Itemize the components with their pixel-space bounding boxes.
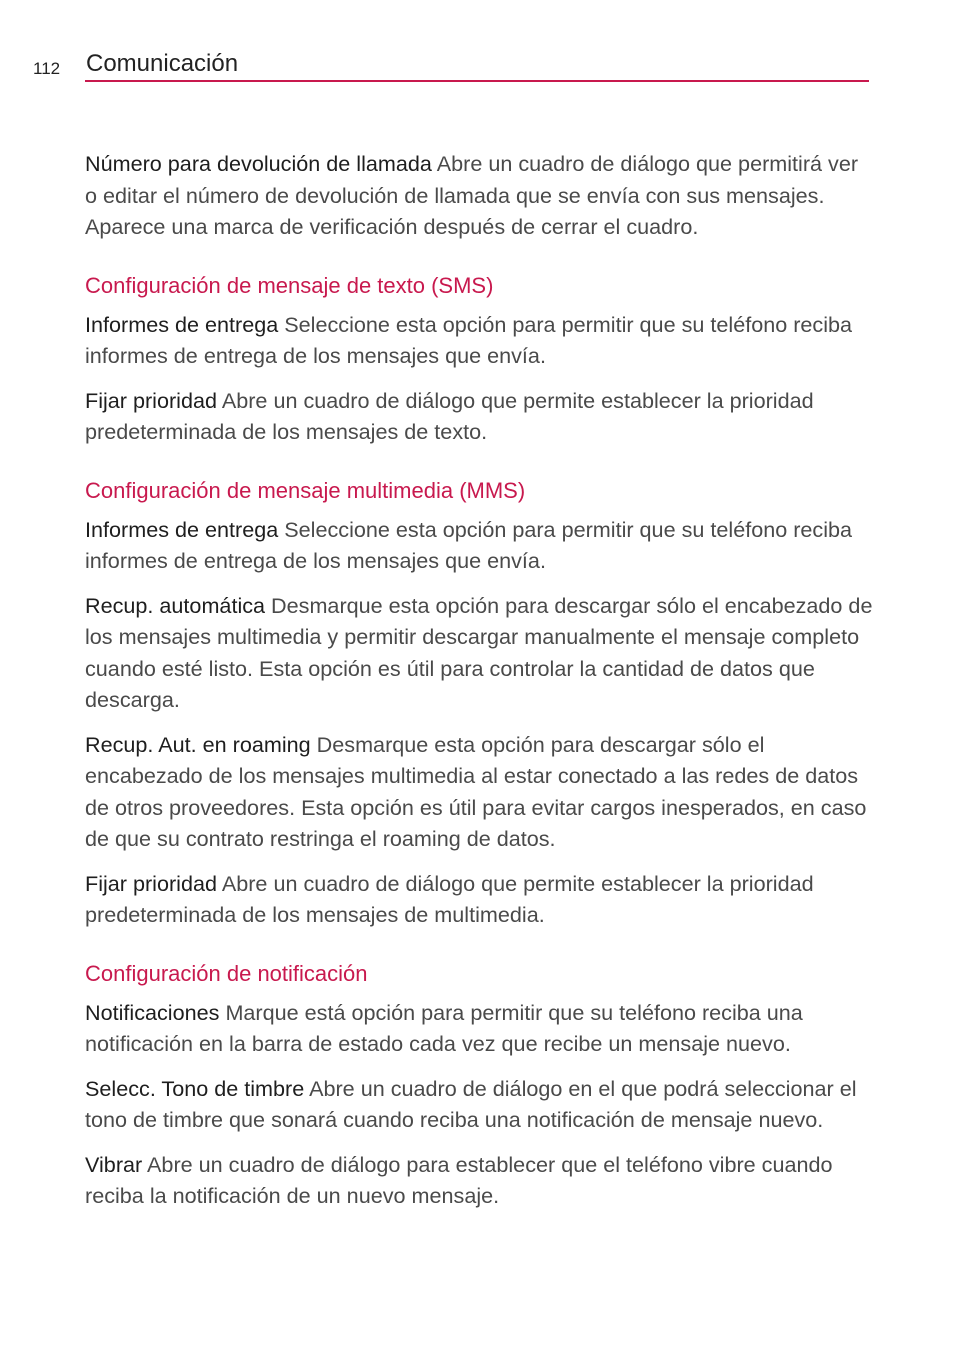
term-label: Vibrar <box>85 1151 143 1177</box>
notification-paragraph <box>85 1149 875 1212</box>
term-description: Marque está opción para permitir que su teléfono reciba una notificación en la barra de estado cada vez que recibe un mensaje nuevo. <box>85 999 803 1056</box>
term-label: Selecc. Tono de timbre <box>85 1075 305 1101</box>
mms-paragraph <box>85 514 875 577</box>
intro-paragraph <box>85 148 875 243</box>
mms-paragraph <box>85 868 875 931</box>
term-description: Desmarque esta opción para descargar sólo el encabezado de los mensajes multimedia y permitir descargar manualmente el mensaje completo cuando esté listo. Esta opción es útil para controlar la cantidad de datos que descarga. <box>85 592 873 712</box>
section-heading-mms: Configuración de mensaje multimedia (MMS) <box>85 477 526 503</box>
term-description: Seleccione esta opción para permitir que su teléfono reciba informes de entrega de los mensajes que envía. <box>85 516 853 573</box>
term-label: Número para devolución de llamada <box>85 151 432 176</box>
page-content <box>85 148 875 1225</box>
term-description: Abre un cuadro de diálogo que permite establecer la prioridad predeterminada de los mensajes de multimedia. <box>85 870 814 927</box>
term-label: Recup. automática <box>85 592 266 618</box>
mms-paragraph <box>85 729 875 855</box>
term-label: Fijar prioridad <box>85 387 218 413</box>
term-description: Seleccione esta opción para permitir que su teléfono reciba informes de entrega de los mensajes que envía. <box>85 311 853 368</box>
page-number: 112 <box>33 59 61 78</box>
mms-paragraph <box>85 590 875 716</box>
notification-paragraph <box>85 997 875 1060</box>
section-title: Comunicación <box>86 50 239 77</box>
term-description: Abre un cuadro de diálogo en el que podrá seleccionar el tono de timbre que sonará cuando reciba una notificación de mensaje nuevo. <box>85 1075 857 1132</box>
sms-paragraph <box>85 385 875 448</box>
term-label: Informes de entrega <box>85 311 279 337</box>
term-description: Abre un cuadro de diálogo que permitirá ver o editar el número de devolución de llamada que se envía con sus mensajes. Aparece una marca de verificación después de cerrar el cuadro. <box>85 151 859 239</box>
section-heading-notification: Configuración de notificación <box>85 960 368 986</box>
term-label: Fijar prioridad <box>85 870 218 896</box>
term-description: Abre un cuadro de diálogo que permite establecer la prioridad predeterminada de los mensajes de texto. <box>85 387 814 444</box>
term-label: Notificaciones <box>85 999 220 1025</box>
term-label: Informes de entrega <box>85 516 279 542</box>
section-heading-sms: Configuración de mensaje de texto (SMS) <box>85 272 494 298</box>
notification-paragraph <box>85 1073 875 1136</box>
term-label: Recup. Aut. en roaming <box>85 731 311 757</box>
term-description: Desmarque esta opción para descargar sólo el encabezado de los mensajes multimedia al estar conectado a las redes de datos de otros proveedores. Esta opción es útil para evitar cargos inesperados, en caso de que su contrato restringa el roaming de datos. <box>85 731 867 851</box>
header-rule <box>85 80 869 82</box>
term-description: Abre un cuadro de diálogo para establecer que el teléfono vibre cuando reciba la notificación de un nuevo mensaje. <box>85 1151 833 1208</box>
sms-paragraph <box>85 309 875 372</box>
